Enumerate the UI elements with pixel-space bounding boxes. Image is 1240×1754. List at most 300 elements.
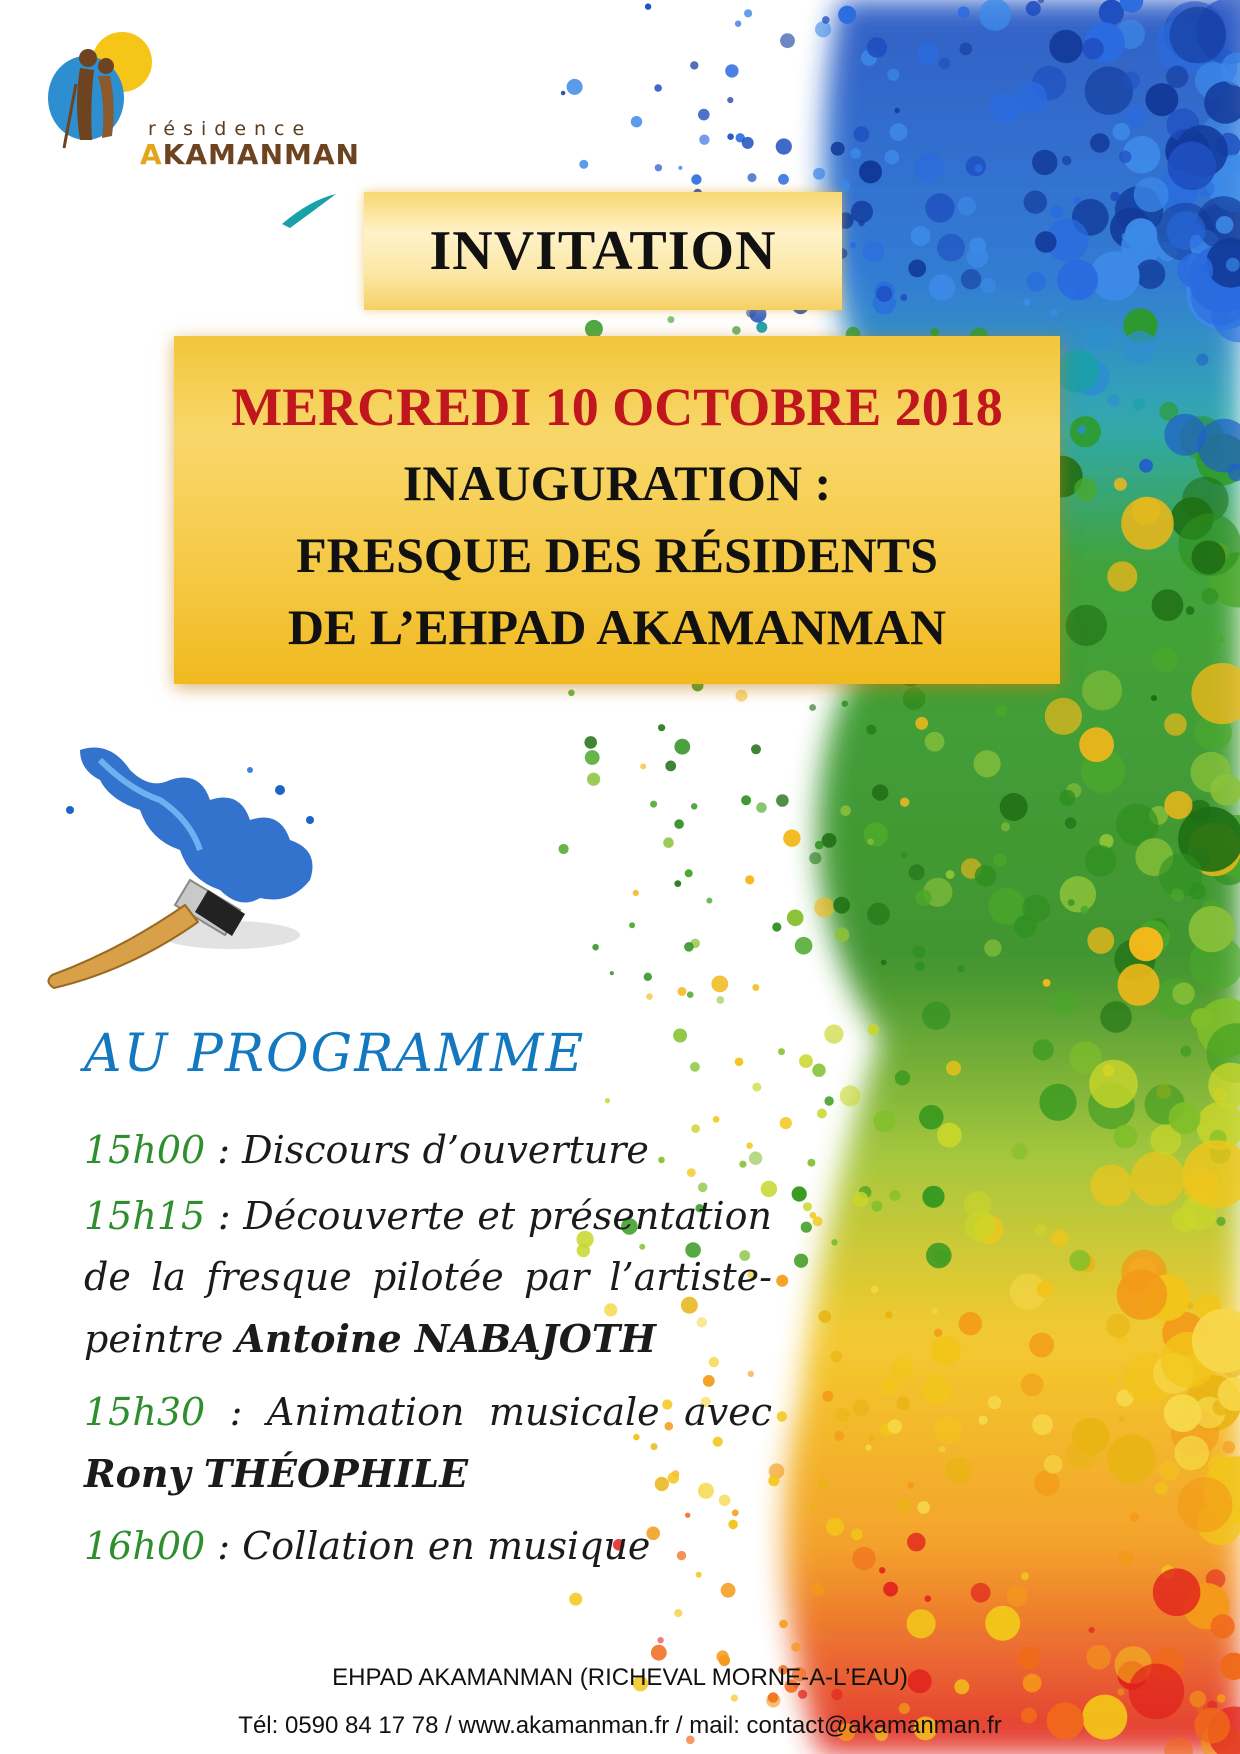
paint-drop (1011, 1143, 1027, 1159)
program-text: : Collation en musique (205, 1524, 651, 1568)
paint-drop (996, 705, 1007, 716)
paint-drop (1166, 66, 1188, 88)
paint-drop (939, 1446, 946, 1453)
paint-speck (900, 798, 909, 807)
paint-drop (874, 1110, 897, 1133)
paint-drop (850, 242, 856, 248)
paint-drop (814, 897, 834, 917)
program-item (84, 1382, 772, 1505)
paint-drop (1034, 1470, 1060, 1496)
paint-drop (756, 322, 767, 333)
paint-drop (946, 1457, 972, 1483)
paint-speck (876, 286, 892, 302)
paint-speck (559, 844, 569, 854)
paint-speck (794, 1254, 808, 1268)
paint-drop (1021, 1373, 1044, 1396)
paint-drop (1050, 309, 1058, 317)
paint-drop (939, 58, 950, 69)
paint-drop (974, 750, 1001, 777)
footer-contact: Tél: 0590 84 17 78 / www.akamanman.fr / mail: contact@akamanman.fr (238, 1712, 1002, 1739)
paint-drop (931, 1336, 961, 1366)
paint-drop (1139, 459, 1153, 473)
paint-speck (742, 137, 754, 149)
paint-drop (776, 794, 789, 807)
paint-speck (665, 761, 676, 772)
paint-drop (741, 795, 751, 805)
paint-drop (1057, 259, 1098, 300)
paint-drop (838, 6, 856, 24)
paint-drop (1033, 1039, 1054, 1060)
paint-drop (965, 1211, 996, 1242)
paint-speck (779, 1620, 788, 1629)
paint-drop (772, 922, 781, 931)
paint-drop (1211, 1614, 1235, 1638)
paint-speck (826, 1518, 844, 1536)
paint-drop (957, 197, 976, 216)
paint-drop (731, 1695, 738, 1702)
paint-drop (830, 1351, 842, 1363)
paint-drop (1089, 1060, 1138, 1109)
event-date: MERCREDI 10 OCTOBRE 2018 (231, 377, 1003, 437)
paint-drop (691, 803, 697, 809)
paint-drop (1117, 1269, 1167, 1319)
paint-speck (894, 108, 899, 113)
paint-speck (900, 294, 907, 301)
paint-drop (791, 1643, 800, 1652)
paint-drop (937, 1123, 962, 1148)
paint-drop (1107, 394, 1120, 407)
paint-drop (959, 1312, 982, 1335)
paint-speck (915, 961, 925, 971)
paint-speck (795, 937, 813, 955)
paint-drop (896, 1498, 910, 1512)
paint-drop (911, 226, 931, 246)
paint-drop (903, 687, 926, 710)
paint-drop (981, 278, 997, 294)
paint-speck (888, 1419, 903, 1434)
paint-drop (822, 1391, 833, 1402)
paint-drop (706, 898, 712, 904)
paint-drop (1174, 1436, 1209, 1471)
paint-drop (1126, 107, 1146, 127)
paint-drop (993, 854, 1006, 867)
paint-drop (887, 69, 899, 81)
paint-drop (1178, 253, 1214, 289)
program-time: 15h30 (84, 1390, 206, 1434)
paint-drop (907, 1533, 926, 1552)
paint-speck (799, 1054, 813, 1068)
paint-drop (1074, 197, 1081, 204)
program-title: AU PROGRAMME (84, 1024, 586, 1084)
paint-drop (1062, 156, 1071, 165)
paint-speck (810, 1212, 817, 1219)
event-banner (174, 336, 1060, 684)
program-item (84, 1120, 772, 1181)
paint-drop (815, 21, 831, 37)
paint-drop (824, 1096, 833, 1105)
paint-drop (1153, 1568, 1201, 1616)
paint-drop (867, 839, 873, 845)
paint-drop (1021, 1572, 1029, 1580)
paint-drop (690, 1062, 700, 1072)
paint-drop (912, 945, 926, 959)
paint-speck (915, 717, 928, 730)
paint-drop (1121, 497, 1174, 550)
paint-drop (1035, 1225, 1047, 1237)
paint-speck (838, 180, 850, 192)
paint-drop (1152, 647, 1178, 673)
paint-speck (610, 971, 614, 975)
paint-drop (716, 996, 724, 1004)
paint-drop (835, 927, 850, 942)
paint-drop (1035, 231, 1057, 253)
paint-speck (879, 1567, 885, 1573)
logo-brand (140, 138, 360, 171)
paint-drop (819, 1310, 832, 1323)
paint-drop (1123, 331, 1156, 364)
paint-drop (1072, 1418, 1109, 1455)
paint-drop (1189, 906, 1235, 952)
paint-drop (1032, 150, 1057, 175)
paint-drop (1082, 38, 1104, 60)
paint-drop (975, 865, 997, 887)
residence-logo-icon (36, 24, 156, 154)
paint-speck (801, 1222, 812, 1233)
paint-speck (561, 91, 566, 96)
paint-drop (908, 260, 926, 278)
paint-speck (885, 150, 900, 165)
paint-drop (1100, 1001, 1132, 1033)
event-subject: FRESQUE DES RÉSIDENTS (296, 527, 938, 583)
logo-brand-rest: KAMANMAN (162, 138, 360, 171)
paint-drop (925, 193, 954, 222)
paint-drop (748, 173, 757, 182)
paint-drop (885, 1311, 892, 1318)
paint-drop (674, 880, 681, 887)
paint-drop (1186, 606, 1195, 615)
paint-drop (1181, 1046, 1192, 1057)
paint-drop (867, 37, 887, 57)
paint-speck (853, 1192, 869, 1208)
paint-drop (919, 1105, 944, 1130)
paint-drop (813, 168, 825, 180)
paint-drop (1085, 845, 1117, 877)
paint-drop (1130, 1513, 1139, 1522)
paint-speck (751, 744, 761, 754)
paint-drop (925, 732, 945, 752)
paint-drop (822, 16, 830, 24)
program-time: 15h15 (84, 1194, 206, 1238)
paint-drop (853, 1400, 870, 1417)
paint-speck (644, 973, 652, 981)
paint-speck (654, 84, 662, 92)
paint-speck (684, 942, 694, 952)
paint-drop (923, 1376, 952, 1405)
paint-speck (605, 1098, 610, 1103)
paint-speck (817, 1109, 827, 1119)
paint-drop (969, 237, 986, 254)
paint-drop (1164, 713, 1187, 736)
paint-drop (926, 1243, 952, 1269)
paint-drop (736, 690, 748, 702)
paint-drop (932, 1308, 939, 1315)
paint-drop (1196, 354, 1208, 366)
paint-speck (651, 1645, 667, 1661)
paint-drop (975, 164, 983, 172)
paint-speck (865, 1444, 872, 1451)
paint-drop (1202, 588, 1219, 605)
paint-drop (1118, 1550, 1135, 1567)
program-text: : Animation musicale avec (205, 1390, 772, 1434)
paint-speck (895, 1070, 910, 1085)
paint-speck (777, 1411, 787, 1421)
logo-subtitle: résidence (148, 118, 313, 140)
paint-drop (883, 1582, 898, 1597)
paint-drop (852, 1547, 875, 1570)
paint-drop (1131, 1151, 1185, 1205)
paint-drop (1022, 895, 1050, 923)
paint-drop (1159, 1460, 1180, 1481)
paint-drop (732, 326, 741, 335)
paint-drop (881, 1377, 899, 1395)
paint-speck (569, 1593, 582, 1606)
paint-drop (1043, 979, 1051, 987)
paint-drop (744, 9, 752, 17)
paint-drop (1039, 1084, 1076, 1121)
paint-drop (1107, 561, 1137, 591)
paint-drop (1114, 1125, 1138, 1149)
paint-drop (1170, 7, 1227, 64)
paint-drop (1023, 299, 1030, 306)
program-artist-name: Antoine NABAJOTH (235, 1316, 657, 1361)
residence-logo (36, 24, 360, 171)
paint-drop (748, 1371, 754, 1377)
paint-drop (922, 1002, 950, 1030)
paint-drop (1027, 272, 1047, 292)
paint-drop (1190, 1691, 1207, 1708)
paint-drop (1066, 605, 1107, 646)
paint-speck (901, 852, 907, 858)
paint-speck (673, 1029, 687, 1043)
paint-drop (1078, 425, 1087, 434)
paint-speck (592, 944, 599, 951)
paint-drop (803, 1202, 812, 1211)
program-text: : Discours d’ouverture (205, 1128, 649, 1172)
paint-drop (1189, 883, 1206, 900)
paint-drop (727, 133, 734, 140)
invitation-banner (364, 192, 842, 310)
footer-address: EHPAD AKAMANMAN (RICHEVAL MORNE-A-L’EAU) (332, 1664, 908, 1691)
program-time: 15h00 (84, 1128, 206, 1172)
paint-speck (721, 1583, 736, 1598)
paint-drop (646, 993, 653, 1000)
paint-drop (909, 864, 925, 880)
paint-drop (961, 269, 981, 289)
paint-drop (871, 1286, 879, 1294)
paint-stroke (282, 194, 336, 228)
paint-drop (1217, 1694, 1226, 1703)
paint-speck (778, 1048, 785, 1055)
paint-drop (1226, 258, 1240, 272)
paint-speck (925, 1595, 932, 1602)
paint-speck (934, 1329, 942, 1337)
paint-drop (1032, 1414, 1053, 1435)
paint-drop (655, 164, 662, 171)
paint-drop (674, 819, 684, 829)
paint-drop (835, 1408, 849, 1422)
paint-drop (1090, 1165, 1132, 1207)
paint-drop (691, 174, 701, 184)
paint-drop (1106, 1314, 1130, 1338)
paint-drop (1172, 983, 1194, 1005)
paint-drop (657, 1637, 663, 1643)
paint-drop (1001, 822, 1010, 831)
paint-speck (872, 784, 888, 800)
paint-drop (1171, 889, 1184, 902)
paint-drop (1119, 1416, 1125, 1422)
paint-drop (914, 153, 944, 183)
paint-drop (1045, 698, 1082, 735)
paint-drop (1044, 1455, 1063, 1474)
paint-drop (1151, 695, 1157, 701)
paint-drop (1087, 927, 1114, 954)
paint-drop (867, 903, 890, 926)
paint-speck (716, 1650, 728, 1662)
paint-drop (1060, 876, 1096, 912)
program-time: 16h00 (84, 1524, 206, 1568)
paint-drop (1069, 1250, 1090, 1271)
paint-drop (752, 1083, 761, 1092)
paint-drop (907, 1609, 936, 1638)
paint-drop (629, 922, 635, 928)
paint-drop (1074, 478, 1097, 501)
paint-drop (812, 1584, 824, 1596)
paint-speck (776, 138, 792, 154)
paint-speck (631, 116, 642, 127)
paint-drop (851, 201, 873, 223)
paint-drop (1125, 218, 1157, 250)
paint-drop (1037, 1281, 1054, 1298)
paint-drop (958, 6, 970, 18)
paint-speck (916, 890, 932, 906)
paint-speck (587, 773, 600, 786)
paint-drop (667, 316, 674, 323)
paint-drop (834, 1431, 844, 1441)
paint-drop (1122, 233, 1129, 240)
paint-drop (1081, 906, 1089, 914)
paint-drop (1152, 589, 1184, 621)
paint-drop (1132, 398, 1145, 411)
paint-speck (579, 160, 588, 169)
paint-drop (957, 965, 964, 972)
paint-drop (1145, 83, 1178, 116)
paint-drop (1079, 727, 1114, 762)
paint-drop (685, 869, 693, 877)
paint-drop (1051, 205, 1064, 218)
paint-speck (568, 690, 575, 697)
paint-drop (727, 97, 733, 103)
logo-brand-initial: A (140, 138, 163, 171)
paint-drop (780, 33, 795, 48)
paint-drop (783, 830, 800, 847)
program-musician-name: Rony THÉOPHILE (84, 1451, 469, 1496)
paint-speck (896, 1397, 910, 1411)
paint-drop (988, 1396, 1002, 1410)
paint-drop (776, 1275, 788, 1287)
paint-drop (1059, 790, 1075, 806)
paint-drop (698, 109, 710, 121)
paint-drop (645, 3, 651, 9)
paint-drop (1090, 133, 1110, 153)
paint-drop (787, 910, 804, 927)
paint-drop (658, 724, 665, 731)
paint-speck (812, 1064, 825, 1077)
paint-drop (1208, 1454, 1233, 1479)
paint-drop (1155, 1482, 1168, 1495)
paint-speck (711, 976, 728, 993)
paint-speck (687, 991, 694, 998)
paint-drop (979, 0, 1011, 31)
paint-drop (1110, 192, 1120, 202)
paint-drop (1006, 1585, 1027, 1606)
paint-drop (1029, 1333, 1054, 1358)
paint-drop (807, 1159, 815, 1167)
paint-drop (690, 61, 698, 69)
paint-speck (725, 64, 738, 77)
invitation-title: INVITATION (429, 220, 777, 282)
paint-drop (735, 21, 741, 27)
paint-drop (1192, 540, 1226, 574)
paint-drop (792, 1186, 807, 1201)
paint-speck (815, 841, 824, 850)
paint-drop (922, 1186, 944, 1208)
paint-drop (1119, 151, 1131, 163)
paint-drop (1164, 1394, 1202, 1432)
paint-drop (1082, 670, 1122, 710)
paint-drop (859, 160, 882, 183)
paint-drop (863, 241, 884, 262)
paint-speck (871, 1201, 882, 1212)
paint-drop (1136, 259, 1166, 289)
paint-speck (842, 701, 848, 707)
paint-drop (1068, 899, 1075, 906)
paint-speck (585, 750, 600, 765)
paint-drop (699, 135, 709, 145)
paint-drop (831, 1239, 837, 1245)
paint-drop (892, 1358, 913, 1379)
paint-drop (866, 725, 876, 735)
paint-drop (1216, 216, 1234, 234)
paint-drop (929, 274, 956, 301)
paint-drop (1057, 350, 1100, 393)
paint-drop (864, 822, 888, 846)
paint-drop (1118, 964, 1160, 1006)
paint-drop (1216, 1217, 1225, 1226)
paint-speck (674, 739, 690, 755)
paint-drop (1024, 191, 1047, 214)
paint-speck (868, 1024, 880, 1036)
paint-drop (824, 1025, 843, 1044)
paint-drop (934, 1417, 961, 1444)
paint-speck (840, 805, 851, 816)
paint-speck (881, 960, 887, 966)
paint-drop (809, 852, 821, 864)
paint-drop (831, 142, 845, 156)
paint-drop (756, 802, 767, 813)
paint-drop (1169, 1102, 1201, 1134)
paint-speck (752, 984, 759, 991)
paint-speck (663, 837, 674, 848)
